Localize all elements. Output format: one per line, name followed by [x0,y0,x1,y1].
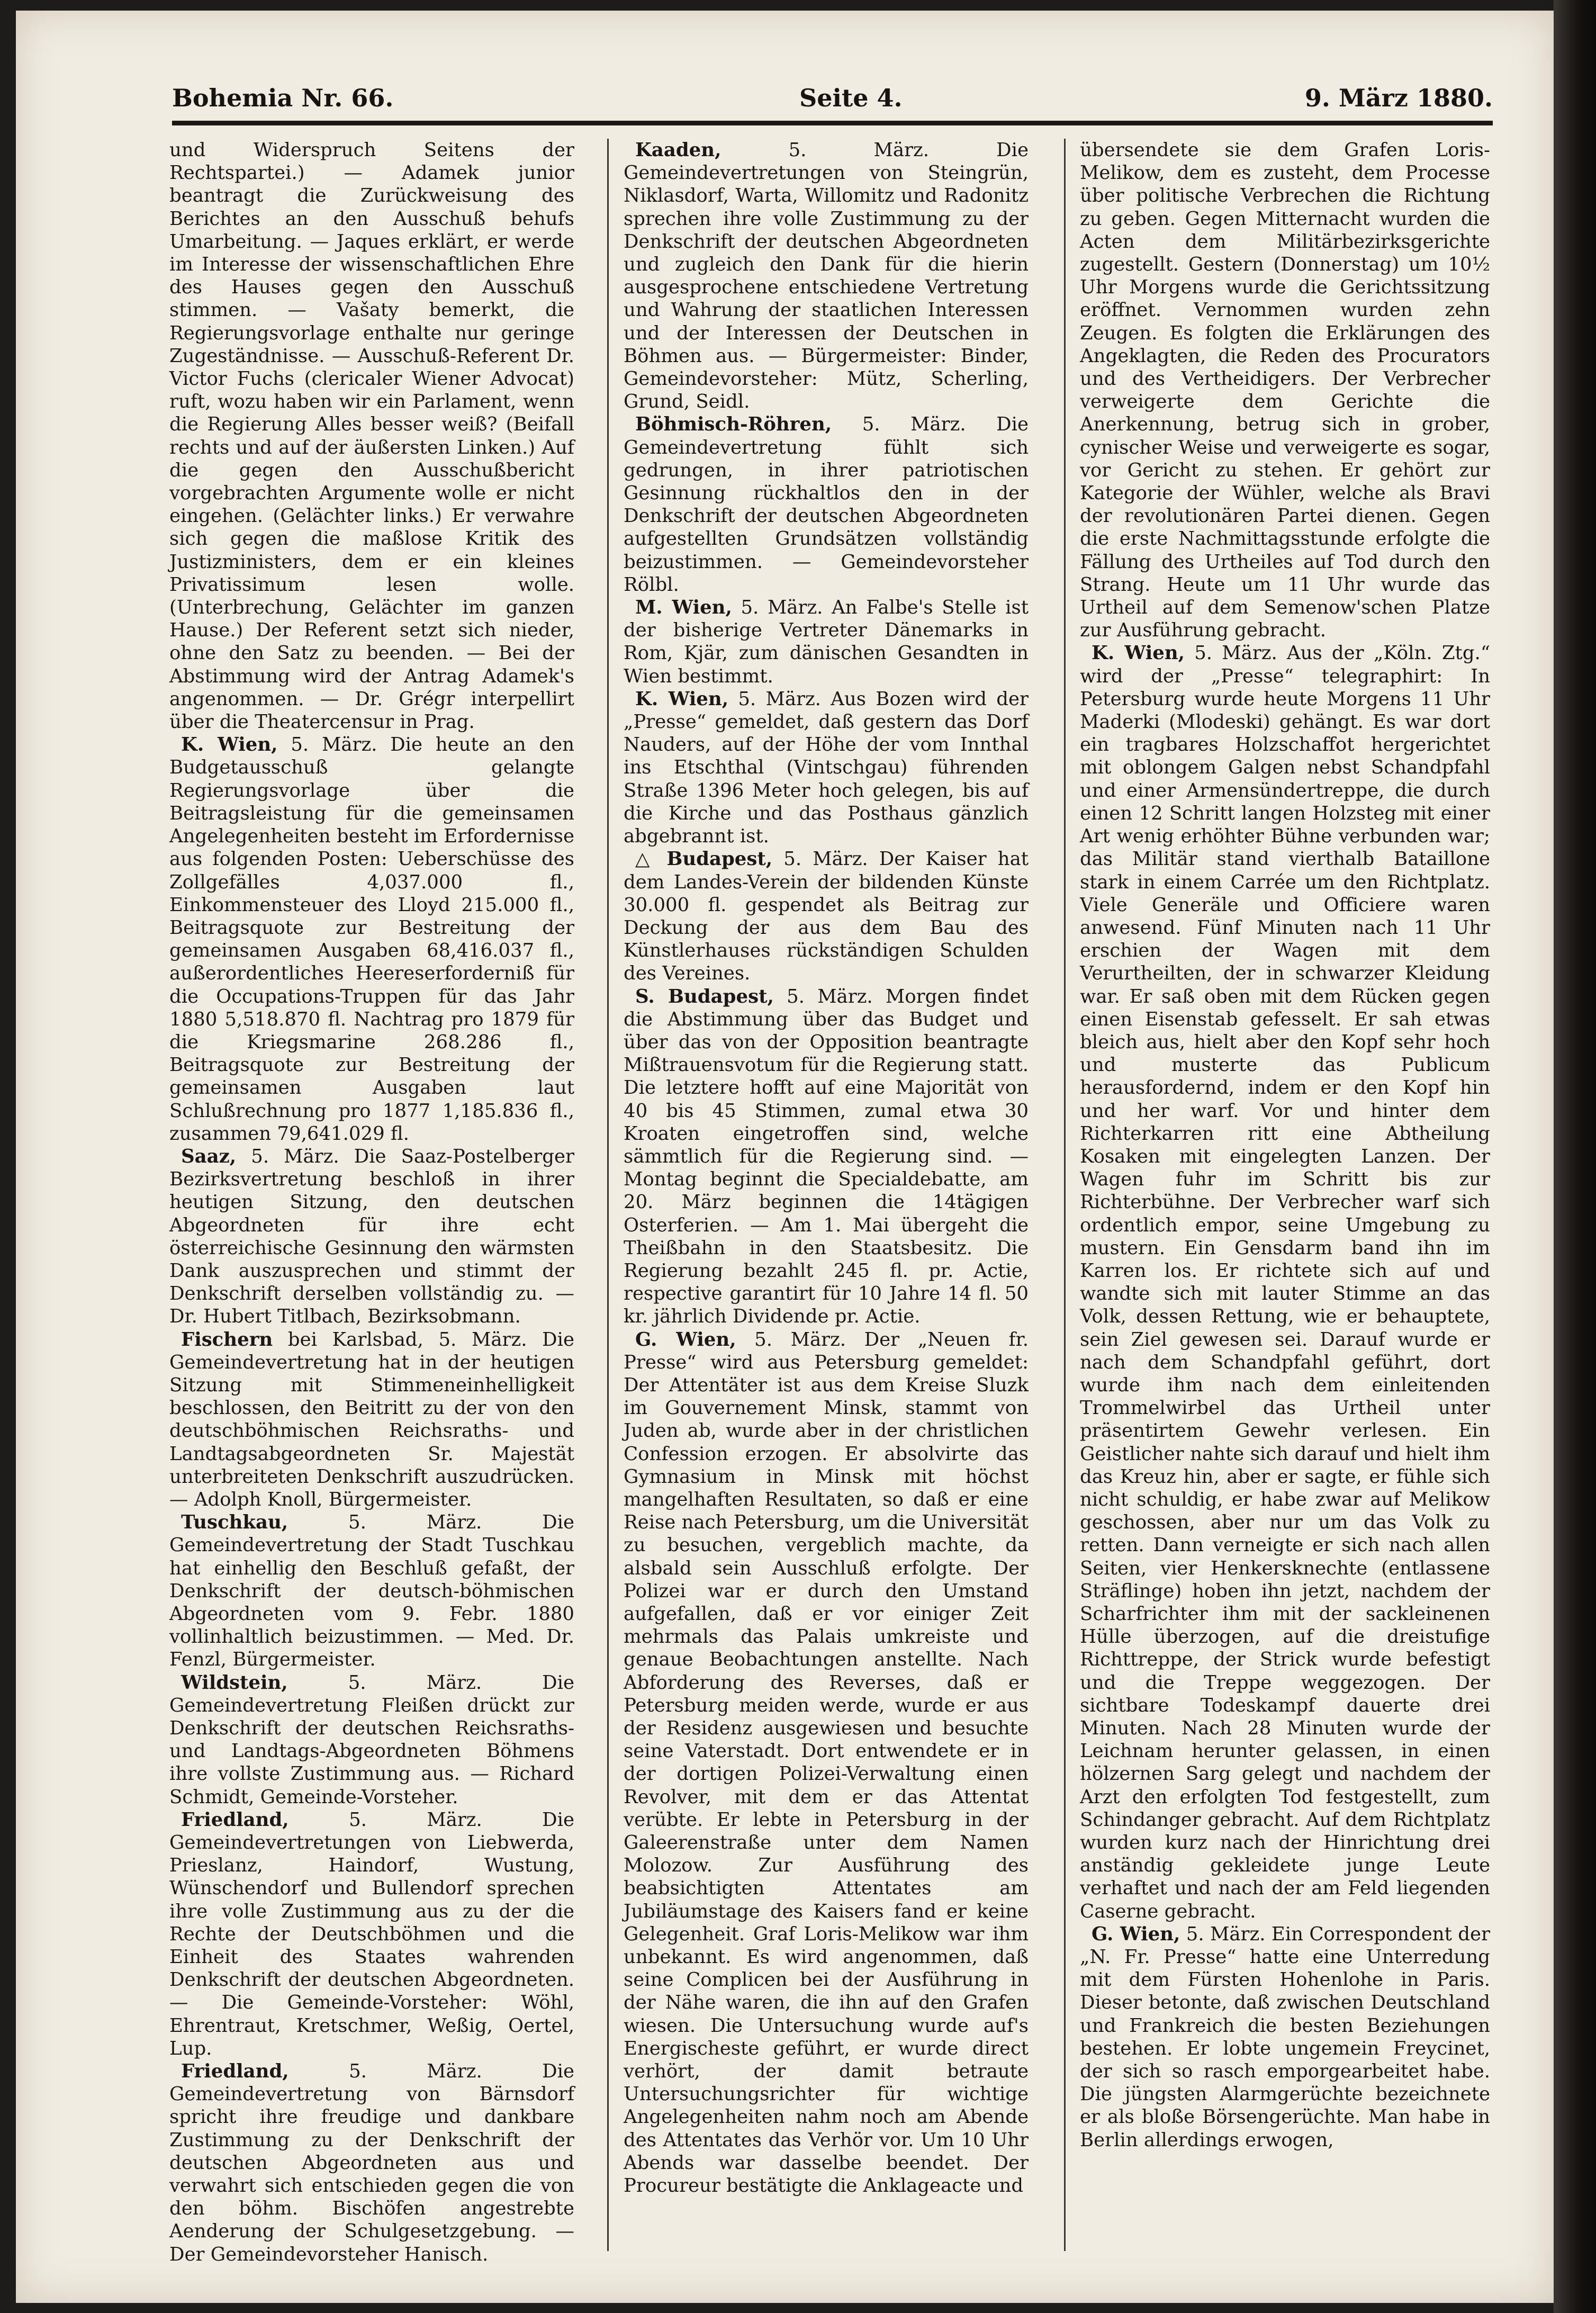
article-paragraph [169,2060,574,2266]
article-paragraph [624,596,1029,688]
article-paragraph [169,1671,574,1808]
dateline: Tuschkau, [181,1511,288,1534]
article-text: 5. März. Ein Correspondent der „N. Fr. Presse“ hatte eine Unterredung mit dem Fürsten Hohenlohe in Paris. Dieser betonte, daß zwischen Deutschland und Frankreich die besten Beziehungen bestehen. Er lobte ungemein Freycinet, der sich so rasch emporgearbeitet habe. Die jüngsten Alarmgerüchte bezeichnete er als bloße Börsengerüchte. Man habe in Berlin allerdings erwogen, [1080,1923,1490,2151]
column-rule-2 [1064,139,1066,2251]
article-paragraph [624,688,1029,848]
article-text: 5. März. Der Kaiser hat dem Landes-Verein der bildenden Künste 30.000 fl. gespendet als Beitrag zur Deckung der aus dem Bau des Künstlerhauses rückständigen Schulden des Vereines. [624,848,1029,985]
article-text: 5. März. An Falbe's Stelle ist der bisherige Vertreter Dänemarks in Rom, Kjär, zum dänischen Gesandten in Wien bestimmt. [624,597,1029,687]
article-paragraph [169,1145,574,1328]
article-paragraph [169,139,574,733]
dateline: G. Wien, [635,1328,736,1351]
article-text: 5. März. Die Gemeindevertretung der Stadt Tuschkau hat einhellig den Beschluß gefaßt, der Denkschrift der deutsch-böhmischen Abgeordneten vom 9. Febr. 1880 vollinhaltlich beizustimmen. — Med. Dr. Fenzl, Bürgermeister. [169,1511,574,1671]
dateline: Saaz, [181,1145,237,1167]
article-text: 5. März. Morgen findet die Abstimmung über das Budget und über das von der Opposition beantragte Mißtrauensvotum für die Regierung statt. Die letztere hofft auf eine Majorität von 40 bis 45 Stimmen, zumal etwa 30 Kroaten eingetroffen sind, welche sämmtlich für die Regierung sind. — Montag beginnt die Specialdebatte, am 20. März beginnen die 14tägigen Osterferien. — Am 1. Mai übergeht die Theißbahn in den Staatsbesitz. Die Regierung bezahlt 245 fl. pr. Actie, respective garantirt für 10 Jahre 14 fl. 50 kr. jährlich Dividende pr. Actie. [624,985,1029,1328]
dateline: Friedland, [181,2060,289,2083]
dateline: M. Wien, [635,597,732,619]
article-paragraph [624,1328,1029,2198]
article-paragraph [169,733,574,1145]
article-paragraph [624,985,1029,1328]
dateline: Fischern [181,1328,273,1351]
binding-edge [1554,0,1596,2313]
article-text: 5. März. Der „Neuen fr. Presse“ wird aus Petersburg gemeldet: Der Attentäter ist aus dem Kreise Sluzk im Gouvernement Minsk, stammt von Juden ab, wurde aber in der christlichen Confession erzogen. Er absolvirte das Gymnasium in Minsk mit höchst mangelhaften Resultaten, so daß er eine Reise nach Petersburg, um die Universität zu besuchen, vergeblich machte, da alsbald sein Ausschluß erfolgte. Der Polizei war er durch den Umstand aufgefallen, daß er vor einiger Zeit mehrmals das Palais umkreiste und genaue Beobachtungen anstellte. Nach Abforderung des Reverses, daß er Petersburg meiden werde, wurde er aus der Residenz ausgewiesen und besuchte seine Vaterstadt. Dort entwendete er in der dortigen Polizei-Verwaltung einen Revolver, mit dem er das Attentat verübte. Er lebte in Petersburg in der Galeerenstraße unter dem Namen Molozow. Zur Ausführung des beabsichtigten Attentates am Jubiläumstage des Kaisers fand er keine Gelegenheit. Graf Loris-Melikow war ihm unbekannt. Es wird angenommen, daß seine Complicen bei der Ausführung in der Nähe waren, die ihn auf den Grafen wiesen. Die Untersuchung wurde auf's Energischeste geführt, er wurde direct verhört, der damit betraute Untersuchungsrichter für wichtige Angelegenheiten nahm noch am Abende des Attentates das Verhör vor. Um 10 Uhr Abends war dasselbe beendet. Der Procureur bestätigte die Anklageacte und [624,1328,1029,2197]
article-text: 5. März. Die Saaz-Postelberger Bezirksvertretung beschloß in ihrer heutigen Sitzung, den deutschen Abgeordneten für ihre echt österreichische Gesinnung den wärmsten Dank auszusprechen und stimmt der Denkschrift derselben vollständig zu. — Dr. Hubert Titlbach, Bezirksobmann. [169,1145,574,1328]
article-text: 5. März. Aus der „Köln. Ztg.“ wird der „Presse“ telegraphirt: In Petersburg wurde heute Morgens 11 Uhr Maderki (Mlodeski) gehängt. Es war dort ein tragbares Holzschaffot hergerichtet mit oblongem Galgen nebst Schandpfahl und einer Armensündertreppe, die durch einen 12 Schritt langen Holzsteg mit einer Art wenig erhöhter Bühne verbunden war; das Militär stand vierthalb Bataillone stark in einem Carrée um den Richtplatz. Viele Generäle und Officiere waren anwesend. Fünf Minuten nach 11 Uhr erschien der Wagen mit dem Verurtheilten, der in schwarzer Kleidung war. Er saß oben mit dem Rücken gegen einen Eisenstab gefesselt. Er sah etwas bleich aus, hielt aber den Kopf sehr hoch und musterte das Publicum herausfordernd, indem er den Kopf hin und her warf. Vor und hinter dem Richterkarren ritt eine Abtheilung Kosaken mit eingelegten Lanzen. Der Wagen fuhr im Schritt bis zur Richterbühne. Der Verbrecher warf sich ordentlich empor, seine Umgebung zu mustern. Ein Gensdarm band ihn im Karren los. Er richtete sich auf und wandte sich mit lauter Stimme an das Volk, dessen Rettung, wie er behauptete, sein Ziel gewesen sei. Darauf wurde er nach dem Schandpfahl geführt, dort wurde ihm nach dem einleitenden Trommelwirbel das Urtheil unter präsentirtem Gewehr verlesen. Ein Geistlicher nahte sich darauf und hielt ihm das Kreuz hin, aber er sagte, er fühle sich nicht schuldig, er habe zwar auf Melikow geschossen, aber nur um das Volk zu retten. Dann verneigte er sich nach allen Seiten, vier Henkersknechte (entlassene Sträflinge) hoben ihn jetzt, nachdem der Scharfrichter ihm mit der sackleinenen Hülle überzogen, auf die dreistufige Richttreppe, der Strick wurde befestigt und die Treppe weggezogen. Der sichtbare Todeskampf dauerte drei Minuten. Nach 28 Minuten wurde der Leichnam herunter gelassen, in einen hölzernen Sarg gelegt und nachdem der Arzt den erfolgten Tod festgestellt, zum Schindanger gebracht. Auf dem Richtplatz wurden kurz nach der Hinrichtung drei anständig gekleidete junge Leute verhaftet und nach der am Feld liegenden Caserne gebracht. [1080,642,1490,1922]
article-text: 5. März. Die Gemeindevertretungen von Liebwerda, Prieslanz, Haindorf, Wustung, Wünschendorf und Bullendorf sprechen ihre volle Zustimmung aus zu der die Rechte der Deutschböhmen und die Einheit des Staates wahrenden Denkschrift der deutschen Abgeordneten. — Die Gemeinde-Vorsteher: Wöhl, Ehrentraut, Kretschmer, Weßig, Oertel, Lup. [169,1808,574,2059]
column-rule-1 [607,139,609,2251]
article-text: 5. März. Aus Bozen wird der „Presse“ gemeldet, daß gestern das Dorf Nauders, auf der Höhe der vom Innthal ins Etschthal (Vintschgau) führenden Straße 1396 Meter hoch gelegen, bis auf die Kirche und das Posthaus gänzlich abgebrannt ist. [624,688,1029,848]
article-paragraph [1080,1923,1490,2152]
article-paragraph [624,413,1029,596]
header-publication: Bohemia Nr. 66. [172,84,394,112]
article-text: 5. März. Die Gemeindevertretung von Bärnsdorf spricht ihre freudige und dankbare Zustimmung zu der Denkschrift der deutschen Abgeordneten aus und verwahrt sich entschieden gegen die von den böhm. Bischöfen angestrebte Aenderung der Schulgesetzgebung. — Der Gemeindevorsteher Hanisch. [169,2060,574,2265]
dateline: S. Budapest, [635,985,774,1007]
article-paragraph [1080,139,1490,642]
article-text: bei Karlsbad, 5. März. Die Gemeindevertretung hat in der heutigen Sitzung mit Stimmeneinhelligkeit beschlossen, den Beitritt zu der von den deutschböhmischen Reichsraths- und Landtagsabgeordneten Sr. Majestät unterbreiteten Denkschrift auszudrücken. — Adolph Knoll, Bürgermeister. [169,1328,574,1510]
article-paragraph [169,1328,574,1511]
dateline: K. Wien, [635,688,729,710]
article-paragraph [624,848,1029,985]
dateline: Friedland, [181,1808,289,1831]
header-date: 9. März 1880. [1304,84,1493,112]
column-2 [624,139,1029,2251]
dateline: △ Budapest, [635,848,773,870]
article-text: 5. März. Die Gemeindevertretungen von Steingrün, Niklasdorf, Warta, Willomitz und Radonitz sprechen ihre volle Zustimmung zu der Denkschrift der deutschen Abgeordneten und zugleich den Dank für die hierin ausgesprochene entschiedene Vertretung und Wahrung der staatlichen Interessen und der Interessen der Deutschen in Böhmen aus. — Bürgermeister: Binder, Gemeindevorsteher: Mütz, Scherling, Grund, Seidl. [624,139,1029,413]
dateline: Böhmisch-Röhren, [635,413,832,436]
dateline: Wildstein, [181,1671,288,1694]
dateline: K. Wien, [181,734,278,756]
article-paragraph [169,1808,574,2060]
article-paragraph [1080,642,1490,1922]
article-text: übersendete sie dem Grafen Loris-Melikow, dem es zusteht, dem Processe über politische Verbrechen die Richtung zu geben. Gegen Mitternacht wurden die Acten dem Militärbezirksgerichte zugestellt. Gestern (Donnerstag) um 10½ Uhr Morgens wurde die Gerichtssitzung eröffnet. Vernommen wurden zehn Zeugen. Es folgten die Erklärungen des Angeklagten, die Reden des Procurators und des Vertheidigers. Der Verbrecher verweigerte dem Gerichte die Anerkennung, betrug sich in grober, cynischer Weise und verweigerte es sogar, vor Gericht zu stehen. Er gehört zur Kategorie der Wühler, welche als Bravi der revolutionären Partei dienen. Gegen die erste Nachmittagsstunde erfolgte die Fällung des Urtheiles auf Tod durch den Strang. Heute um 11 Uhr wurde das Urtheil auf dem Semenow'schen Platze zur Ausführung gebracht. [1080,139,1490,642]
article-text: 5. März. Die Gemeindevertretung fühlt sich gedrungen, in ihrer patriotischen Gesinnung rückhaltlos den in der Denkschrift der deutschen Abgeordneten aufgestellten Grundsätzen vollständig beizustimmen. — Gemeindevorsteher Rölbl. [624,413,1029,596]
article-text: und Widerspruch Seitens der Rechtspartei.) — Adamek junior beantragt die Zurückweisung des Berichtes an den Ausschuß behufs Umarbeitung. — Jaques erklärt, er werde im Interesse der wissenschaftlichen Ehre des Hauses gegen den Ausschuß stimmen. — Vašaty bemerkt, die Regierungsvorlage enthalte nur geringe Zugeständnisse. — Ausschuß-Referent Dr. Victor Fuchs (clericaler Wiener Advocat) ruft, wozu haben wir ein Parlament, wenn die Regierung Alles besser weiß? (Beifall rechts und auf der äußersten Linken.) Auf die gegen den Ausschußbericht vorgebrachten Argumente wolle er nicht eingehen. (Gelächter links.) Er verwahre sich gegen die maßlose Kritik des Justizministers, dem er ein kleines Privatissimum lesen wolle. (Unterbrechung, Gelächter im ganzen Hause.) Der Referent setzt sich nieder, ohne den Satz zu beenden. — Bei der Abstimmung wird der Antrag Adamek's angenommen. — Dr. Grégr interpellirt über die Theatercensur in Prag. [169,139,574,733]
header-rule [172,121,1493,125]
dateline: Kaaden, [635,139,722,161]
column-3 [1080,139,1490,2251]
article-text: 5. März. Die heute an den Budgetausschuß gelangte Regierungsvorlage über die Beitragsleistung für die gemeinsamen Angelegenheiten besteht im Erfordernisse aus folgenden Posten: Ueberschüsse des Zollgefälles 4,037.000 fl., Einkommensteuer des Lloyd 215.000 fl., Beitragsquote zur Bestreitung der gemeinsamen Ausgaben 68,416.037 fl., außerordentliches Heereserforderniß für die Occupations-Truppen für das Jahr 1880 5,518.870 fl. Nachtrag pro 1879 für die Kriegsmarine 268.286 fl., Beitragsquote zur Bestreitung der gemeinsamen Ausgaben laut Schlußrechnung pro 1877 1,185.836 fl., zusammen 79,641.029 fl. [169,734,574,1145]
dateline: G. Wien, [1092,1923,1180,1945]
dateline: K. Wien, [1092,642,1185,664]
article-text: 5. März. Die Gemeindevertretung Fleißen drückt zur Denkschrift der deutschen Reichsraths- und Landtags-Abgeordneten Böhmens ihre vollste Zustimmung aus. — Richard Schmidt, Gemeinde-Vorsteher. [169,1671,574,1808]
article-paragraph [169,1511,574,1671]
header-page-number: Seite 4. [799,84,903,112]
column-1 [169,139,574,2265]
article-paragraph [624,139,1029,413]
